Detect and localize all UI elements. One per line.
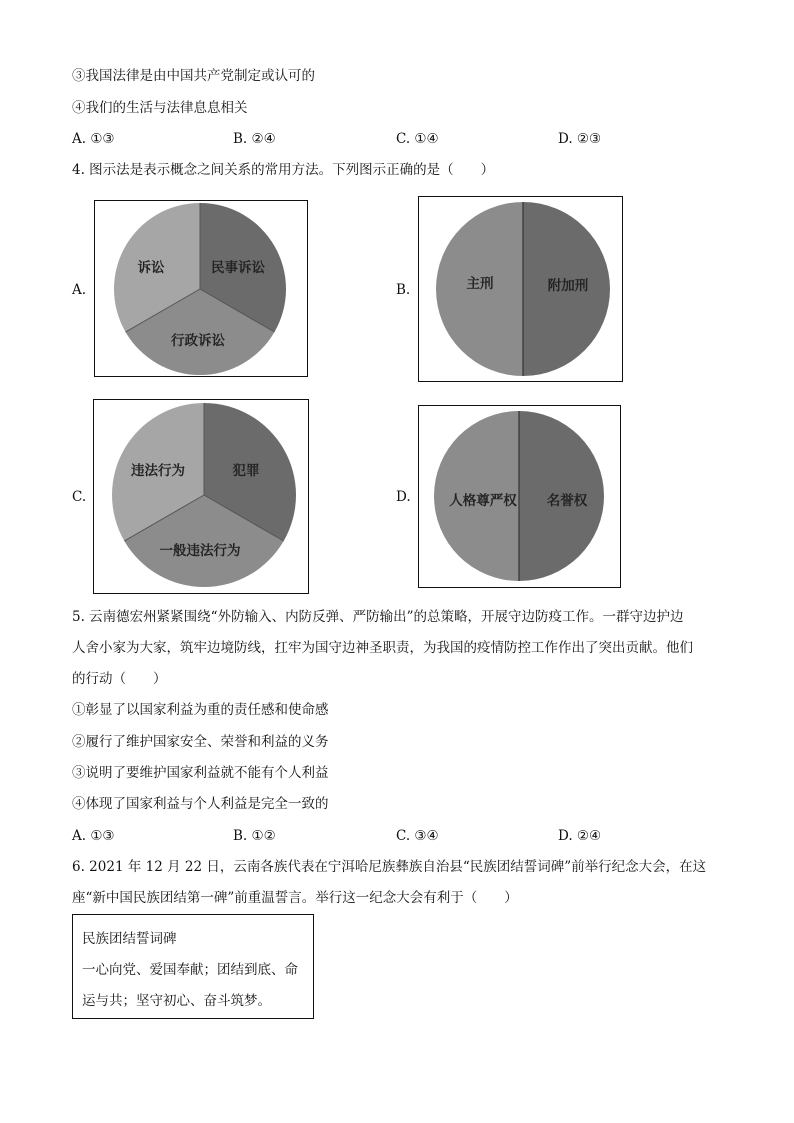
pie-label-minshi: 民事诉讼 (211, 260, 265, 276)
pie-label-renge: 人格尊严权 (449, 493, 517, 509)
q3-option-c: C. ①④ (396, 131, 439, 147)
q5-item-4: ④体现了国家利益与个人利益是完全一致的 (72, 796, 329, 812)
q5-stem-line-2: 人舍小家为大家，筑牢边境防线，扛牢为国守边神圣职责，为我国的疫情防控工作作出了突出贡献。他们 (72, 640, 693, 656)
q3-item-3: ③我国法律是由中国共产党制定或认可的 (72, 68, 315, 84)
q3-option-a: A. ①③ (72, 131, 115, 147)
pie-label-weifa: 违法行为 (131, 463, 185, 479)
q5-item-1: ①彰显了以国家利益为重的责任感和使命感 (72, 702, 329, 718)
pie-label-susong: 诉讼 (137, 260, 165, 276)
q4-stem: 4. 图示法是表示概念之间关系的常用方法。下列图示正确的是（ ） (72, 162, 495, 178)
oath-box-line-1: 一心向党、爱国奉献；团结到底、命 (82, 962, 298, 978)
q3-item-4: ④我们的生活与法律息息相关 (72, 100, 248, 116)
figure-a-label: A. (72, 282, 87, 298)
q5-stem-line-1: 5. 云南德宏州紧紧围绕“外防输入、内防反弹、严防输出”的总策略，开展守边防疫工作。一群守边护边 (72, 609, 684, 625)
q5-option-d: D. ②④ (558, 828, 602, 844)
q5-option-a: A. ①③ (72, 828, 115, 844)
oath-monument-box (72, 914, 314, 1019)
figure-d-pie (419, 406, 622, 589)
pie-label-mingyu: 名誉权 (546, 493, 588, 509)
figure-b-pie (419, 197, 624, 383)
q5-option-b: B. ①② (233, 828, 276, 844)
oath-box-title: 民族团结誓词碑 (82, 931, 177, 947)
q3-option-d: D. ②③ (558, 131, 602, 147)
pie-label-yiban: 一般违法行为 (159, 543, 241, 559)
figure-c-label: C. (72, 489, 87, 505)
figure-c-frame (93, 399, 309, 594)
figure-a-frame (94, 200, 308, 377)
pie-label-fujiaxing: 附加刑 (547, 278, 589, 294)
figure-d-frame (418, 405, 621, 588)
q6-stem-line-1: 6. 2021 年 12 月 22 日，云南各族代表在宁洱哈尼族彝族自治县“民族团结誓词碑”前举行纪念大会，在这 (72, 859, 707, 875)
oath-box-line-2: 运与共；坚守初心、奋斗筑梦。 (82, 993, 271, 1009)
q3-option-b: B. ②④ (233, 131, 276, 147)
figure-a-pie (95, 201, 309, 378)
q5-stem-line-3: 的行动（ ） (72, 671, 167, 687)
q5-item-2: ②履行了维护国家安全、荣誉和利益的义务 (72, 734, 329, 750)
figure-d-label: D. (396, 489, 411, 505)
figure-b-label: B. (396, 282, 411, 298)
q5-item-3: ③说明了要维护国家利益就不能有个人利益 (72, 765, 329, 781)
figure-b-frame (418, 196, 623, 382)
pie-label-zhuxing: 主刑 (466, 276, 494, 292)
pie-label-fanzui: 犯罪 (232, 463, 260, 479)
q6-stem-line-2: 座“新中国民族团结第一碑”前重温誓言。举行这一纪念大会有利于（ ） (72, 890, 518, 906)
q5-option-c: C. ③④ (396, 828, 439, 844)
pie-label-xingzheng: 行政诉讼 (171, 333, 225, 349)
figure-c-pie (94, 400, 310, 595)
